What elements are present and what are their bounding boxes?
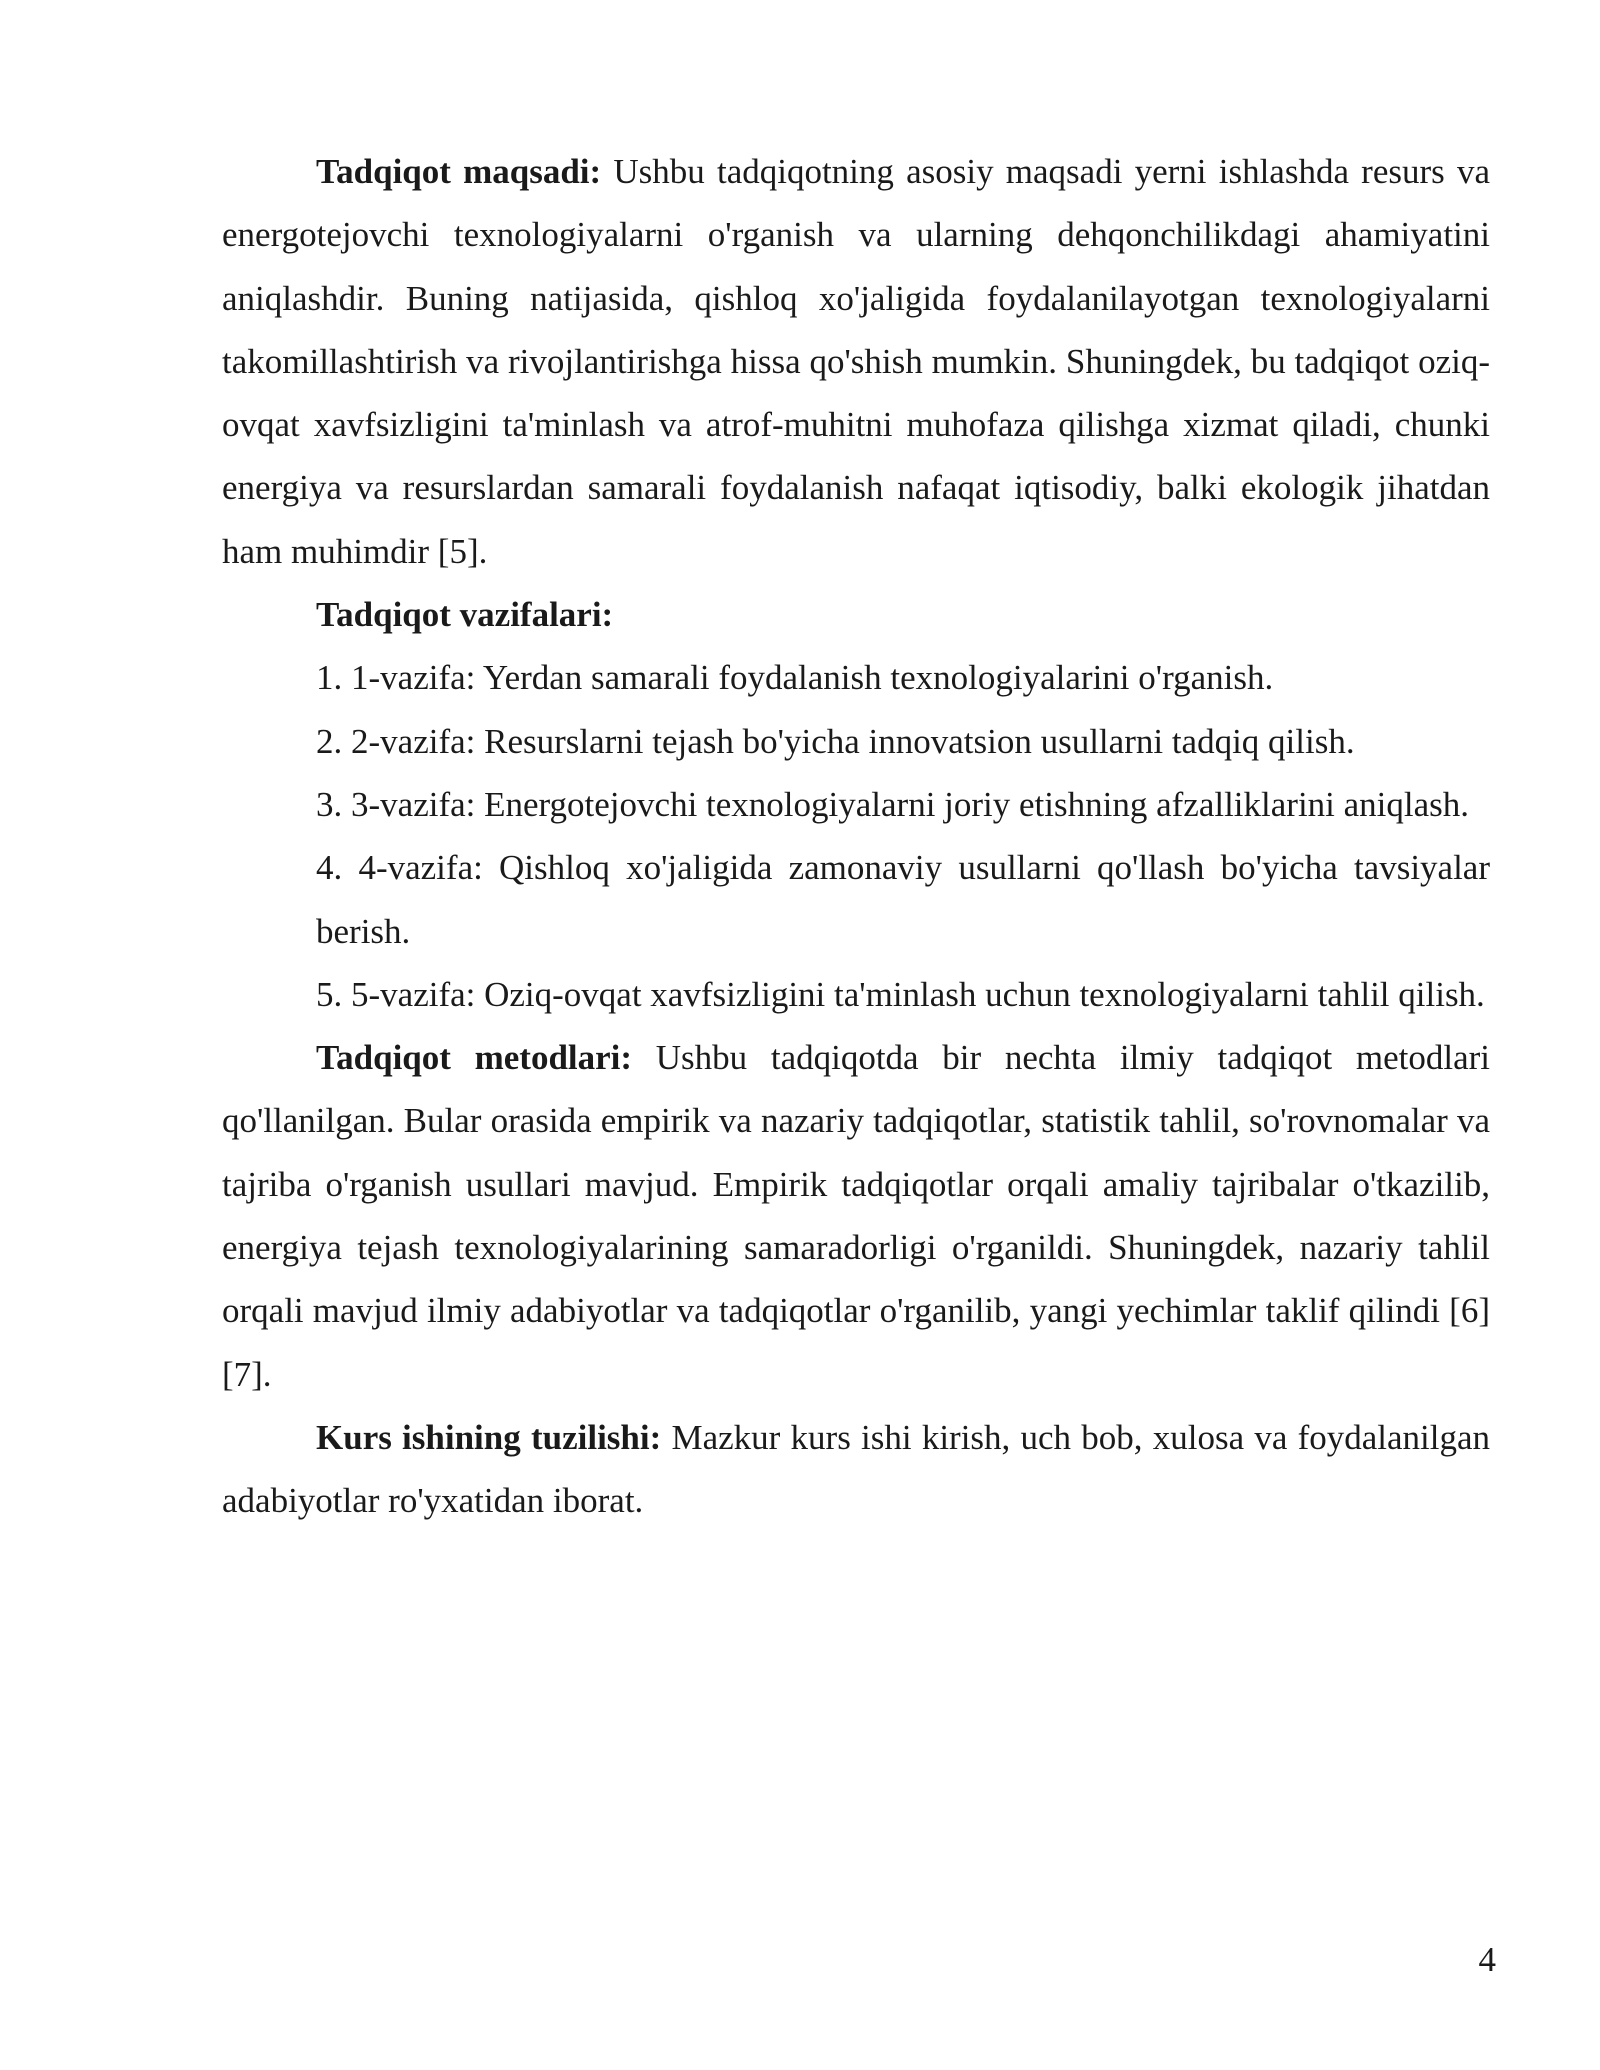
course-structure-paragraph: [222, 1406, 1490, 1533]
research-goal-text: Ushbu tadqiqotning asosiy maqsadi yerni ishlashda resurs va energotejovchi texnologiyalarni o'rganish va ularning dehqonchilikdagi ahamiyatini aniqlashdir. Buning natijasida, qishloq xo'jaligida foydalanilayotgan texnologiyalarni takomillashtirish va rivojlantirishga hissa qo'shish mumkin. Shuningdek, bu tadqiqot oziq-ovqat xavfsizligini ta'minlash va atrof-muhitni muhofaza qilishga xizmat qiladi, chunki energiya va resurslardan samarali foydalanish nafaqat iqtisodiy, balki ekologik jihatdan ham muhimdir [5].: [222, 152, 1490, 571]
task-item-5: 5. 5-vazifa: Oziq-ovqat xavfsizligini ta'minlash uchun texnologiyalarni tahlil qilish.: [316, 974, 1485, 1014]
research-goal-label: Tadqiqot maqsadi:: [316, 152, 602, 191]
research-methods-text: Ushbu tadqiqotda bir nechta ilmiy tadqiqot metodlari qo'llanilgan. Bular orasida empirik va nazariy tadqiqotlar, statistik tahlil, so'rovnomalar va tajriba o'rganish usullari mavjud. Empirik tadqiqotlar orqali amaliy tajribalar o'tkazilib, energiya tejash texnologiyalarining samaradorligi o'rganildi. Shuningdek, nazariy tahlil orqali mavjud ilmiy adabiyotlar va tadqiqotlar o'rganilib, yangi yechimlar taklif qilindi [6][7].: [222, 1038, 1490, 1394]
course-structure-text: Mazkur kurs ishi kirish, uch bob, xulosa va foydalanilgan adabiyotlar ro'yxatidan iborat.: [222, 1417, 1491, 1521]
page-number: 4: [1478, 1940, 1496, 1979]
research-methods-paragraph: [222, 1026, 1490, 1406]
research-goal-paragraph: [222, 140, 1490, 583]
document-page: [222, 140, 1490, 1533]
task-item-1: 1. 1-vazifa: Yerdan samarali foydalanish texnologiyalarini o'rganish.: [316, 658, 1274, 698]
research-methods-label: Tadqiqot metodlari:: [316, 1038, 633, 1078]
task-item-4: 4. 4-vazifa: Qishloq xo'jaligida zamonaviy usullarni qo'llash bo'yicha tavsiyalar berish.: [316, 848, 1490, 951]
course-structure-label: Kurs ishining tuzilishi:: [316, 1417, 662, 1457]
task-item-3: 3. 3-vazifa: Energotejovchi texnologiyalarni joriy etishning afzalliklarini aniqlash.: [316, 784, 1470, 824]
research-tasks-heading: Tadqiqot vazifalari:: [316, 595, 614, 635]
task-item-2: 2. 2-vazifa: Resurslarni tejash bo'yicha innovatsion usullarni tadqiq qilish.: [316, 721, 1355, 761]
